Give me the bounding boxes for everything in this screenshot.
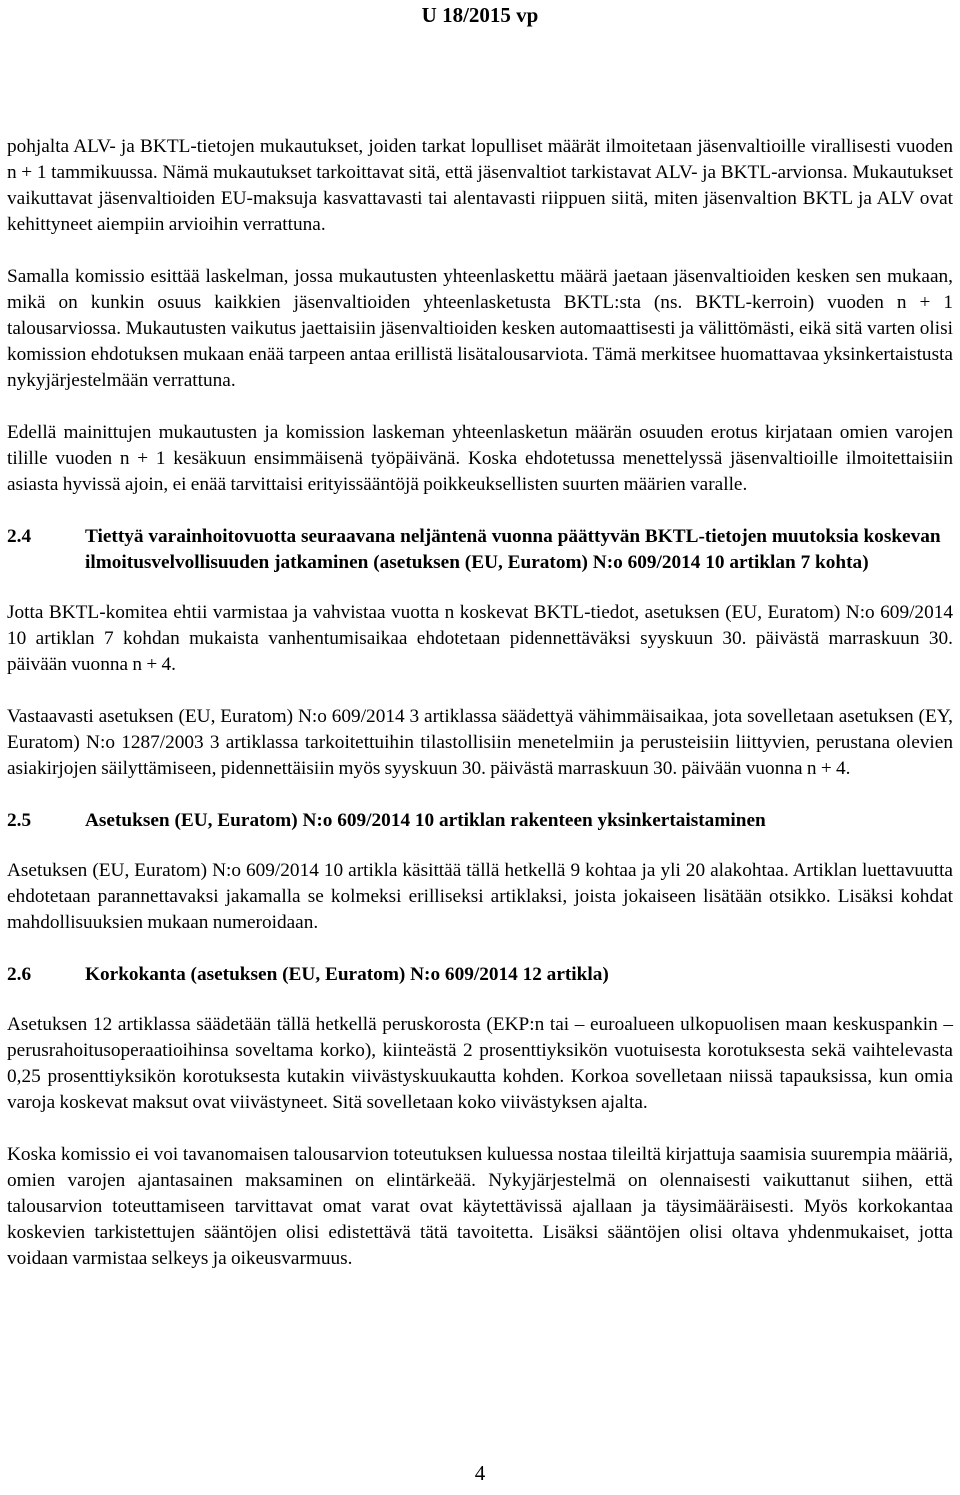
document-body: [7, 134, 953, 1298]
paragraph-difference-entry: Edellä mainittujen mukautusten ja komission laskeman yhteenlasketun määrän osuuden erotus kirjataan omien varojen tilille vuoden n + 1 kesäkuun ensimmäisenä työpäivänä. Koska ehdotetussa menettelyssä jäsenvaltioille ilmoitettaisiin asiasta hyvissä ajoin, ei enää tarvittaisi erityissääntöjä poikkeuksellisten suurten määrien varalle.: [7, 422, 953, 495]
section-number: 2.5: [7, 810, 32, 831]
document-id-header: U 18/2015 vp: [421, 3, 539, 27]
section-number: 2.4: [7, 526, 32, 547]
section-heading-2-6: [7, 962, 953, 988]
paragraph-gni-committee: Jotta BKTL-komitea ehtii varmistaa ja vahvistaa vuotta n koskevat BKTL-tiedot, asetuksen (EU, Euratom) N:o 609/2014 10 artiklan 7 kohdan mukaista vanhentumisaikaa ehdotetaan pidennettäväksi syyskuun 30. päivästä marraskuun 30. päivään vuonna n + 4.: [7, 602, 953, 675]
section-title: Korkokanta (asetuksen (EU, Euratom) N:o 609/2014 12 artikla): [85, 964, 609, 985]
paragraph-commission-calculation: Samalla komissio esittää laskelman, jossa mukautusten yhteenlaskettu määrä jaetaan jäsenvaltioiden kesken sen mukaan, mikä on kunkin osuus kaikkien jäsenvaltioiden yhteenlasketusta BKTL:sta (ns. BKTL-kerroin) vuoden n + 1 talousarviossa. Mukautusten vaikutus jaettaisiin jäsenvaltioiden kesken automaattisesti ja välittömästi, eikä sitä varten olisi komission ehdotuksen mukaan enää tarpeen antaa erillistä lisätalousarviota. Tämä merkitsee huomattavaa yksinkertaistusta nykyjärjestelmään verrattuna.: [7, 266, 953, 391]
paragraph-article-structure: Asetuksen (EU, Euratom) N:o 609/2014 10 artikla käsittää tällä hetkellä 9 kohtaa ja yli 20 alakohtaa. Artiklan luettavuutta ehdotetaan parannettavaksi jakamalla se kolmeksi erilliseksi artiklaksi, joista jokaiseen lisätään otsikko. Lisäksi kohdat mahdollisuuksien mukaan numeroidaan.: [7, 860, 953, 933]
paragraph-minimum-period: Vastaavasti asetuksen (EU, Euratom) N:o 609/2014 3 artiklassa säädettyä vähimmäisaikaa, jota sovelletaan asetuksen (EY, Euratom) N:o 1287/2003 3 artiklassa tarkoitettuihin tilastollisiin menetelmiin ja perusteisiin liittyvien, perustana olevien asiakirjojen säilyttämiseen, pidennettäisiin myös syyskuun 30. päivästä marraskuun 30. päivään vuonna n + 4.: [7, 706, 953, 779]
paragraph-interest-rate: Asetuksen 12 artiklassa säädetään tällä hetkellä peruskorosta (EKP:n tai – euroalueen ulkopuolisen maan keskuspankin – perusrahoitusoperaatioihinsa soveltama korko), kiinteästä 2 prosenttiyksikön vuotuisesta korotuksesta sekä vaihtelevasta 0,25 prosenttiyksikön korotuksesta kutakin viivästyskuukautta kohden. Korkoa sovelletaan niissä tapauksissa, kun omia varoja koskevat maksut ovat viivästyneet. Sitä sovelletaan koko viivästyksen ajalta.: [7, 1014, 953, 1113]
section-title: Tiettyä varainhoitovuotta seuraavana neljäntenä vuonna päättyvän BKTL-tietojen muutoksia koskevan ilmoitusvelvollisuuden jatkaminen (asetuksen (EU, Euratom) N:o 609/2014 10 artiklan 7 kohta): [85, 526, 941, 573]
section-number: 2.6: [7, 964, 32, 985]
section-heading-2-4: [7, 524, 953, 576]
paragraph-adjustments: pohjalta ALV- ja BKTL-tietojen mukautukset, joiden tarkat lopulliset määrät ilmoitetaan jäsenvaltioille virallisesti vuoden n + 1 tammikuussa. Nämä mukautukset tarkoittavat sitä, että jäsenvaltiot tarkistavat ALV- ja BKTL-arvionsa. Mukautukset vaikuttavat jäsenvaltioiden EU-maksuja kasvattavasti tai alentavasti riippuen siitä, miten jäsenvaltion BKTL ja ALV ovat kehittyneet aiempiin arvioihin verrattuna.: [7, 136, 953, 235]
paragraph-timely-payment: Koska komissio ei voi tavanomaisen talousarvion toteutuksen kuluessa nostaa tileiltä kirjattuja saamisia suurempia määriä, omien varojen ajantasainen maksaminen on elintärkeää. Nykyjärjestelmä on olennaisesti vaikuttanut siihen, että talousarvion toteuttamiseen tarvittavat omat varat ovat käytettävissä ajallaan ja täysimääräisesti. Myös korkokantaa koskevien tarkistettujen sääntöjen olisi edistettävä tätä tavoitetta. Lisäksi sääntöjen olisi oltava yhdenmukaiset, jotta voidaan varmistaa selkeys ja oikeusvarmuus.: [7, 1144, 953, 1269]
page-number: 4: [474, 1461, 486, 1485]
section-title: Asetuksen (EU, Euratom) N:o 609/2014 10 artiklan rakenteen yksinkertaistaminen: [85, 810, 766, 831]
section-heading-2-5: [7, 808, 953, 834]
